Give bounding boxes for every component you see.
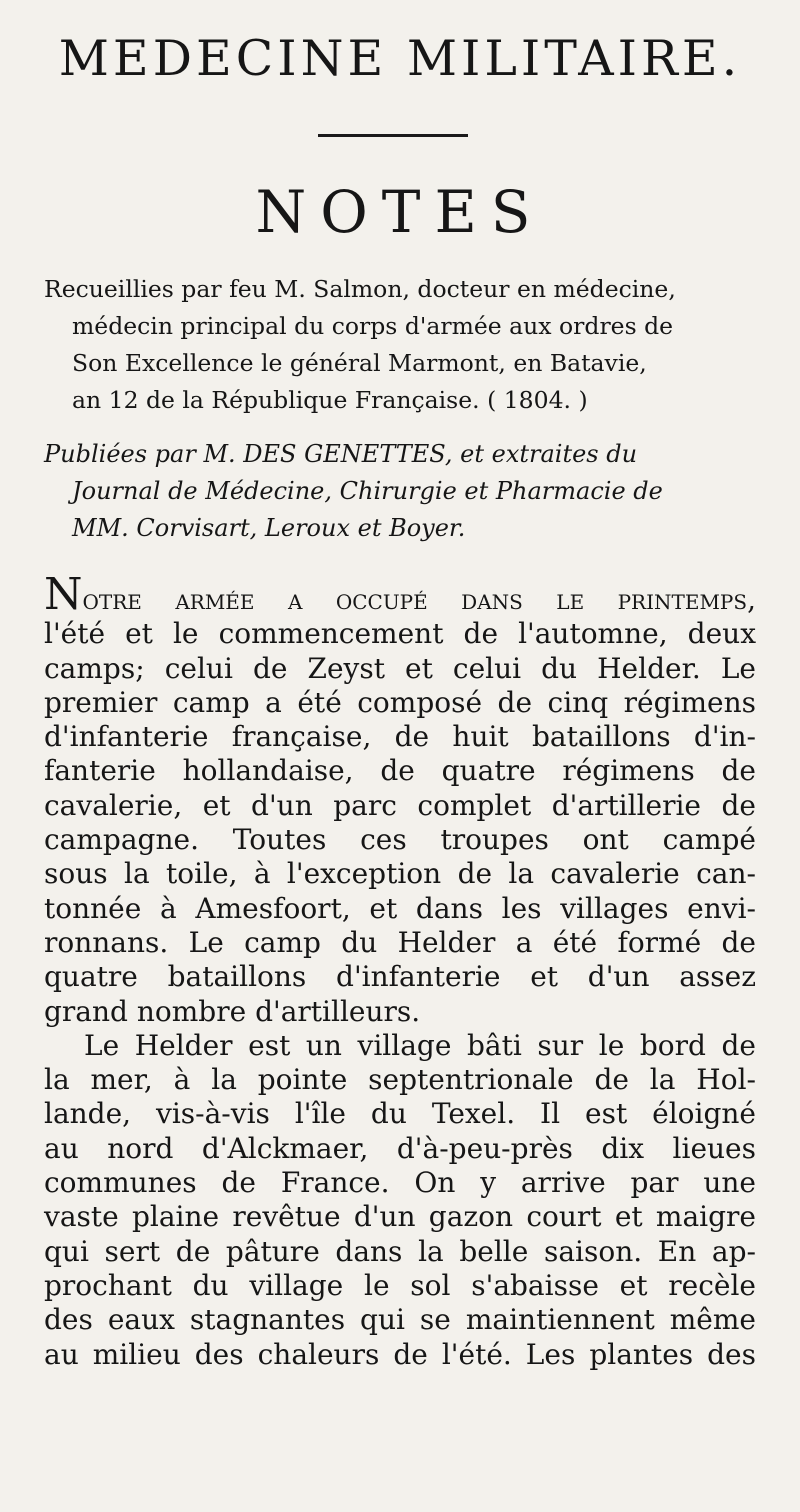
caption-line: an 12 de la République Française. ( 1804. ) xyxy=(72,386,588,414)
caption-line: Son Excellence le général Marmont, en Batavie, xyxy=(72,349,647,377)
text-line: prochant du village le sol s'abaisse et recèle xyxy=(44,1268,756,1302)
text-line: campagne. Toutes ces troupes ont campé xyxy=(44,823,756,857)
caption-line: Publiées par M. DES GENETTES, et extraites du xyxy=(44,440,638,468)
text-line: premier camp a été composé de cinq régimens xyxy=(44,685,756,719)
text-line: camps; celui de Zeyst et celui du Helder. Le xyxy=(44,651,756,685)
text-line: cavalerie, et d'un parc complet d'artillerie de xyxy=(44,788,756,822)
text-line xyxy=(44,569,756,620)
text-line: tonnée à Amesfoort, et dans les villages envi- xyxy=(44,891,756,925)
title-rule xyxy=(318,134,468,137)
drop-cap: N xyxy=(44,569,83,620)
text-line: qui sert de pâture dans la belle saison. En ap- xyxy=(44,1234,756,1268)
text-line: vaste plaine revêtue d'un gazon court et maigre xyxy=(44,1200,756,1234)
running-head: MEDECINE MILITAIRE. xyxy=(58,30,742,87)
text-line: d'infanterie française, de huit bataillons d'in- xyxy=(44,720,756,754)
text-line-content: otre armée a occupé dans le printemps, xyxy=(82,583,756,616)
text-line: sous la toile, à l'exception de la cavalerie can- xyxy=(44,857,756,891)
text-line: grand nombre d'artilleurs. xyxy=(44,994,421,1028)
text-line: des eaux stagnantes qui se maintiennent même xyxy=(44,1303,756,1337)
text-line: fanterie hollandaise, de quatre régimens de xyxy=(44,754,756,788)
text-line: l'été et le commencement de l'automne, deux xyxy=(44,617,756,651)
text-line: la mer, à la pointe septentrionale de la Hol- xyxy=(44,1063,756,1097)
caption-line: MM. Corvisart, Leroux et Boyer. xyxy=(72,514,466,542)
body-text xyxy=(44,569,756,1372)
text-line: communes de France. On y arrive par une xyxy=(44,1166,756,1200)
text-line: Le Helder est un village bâti sur le bord de xyxy=(84,1028,756,1062)
caption-line: médecin principal du corps d'armée aux ordres de xyxy=(72,312,674,340)
text-line: quatre bataillons d'infanterie et d'un assez xyxy=(44,960,756,994)
text-line: lande, vis-à-vis l'île du Texel. Il est éloigné xyxy=(44,1097,756,1131)
caption-line: Journal de Médecine, Chirurgie et Pharmacie de xyxy=(72,477,663,505)
text-line: au nord d'Alckmaer, d'à-peu-près dix lieues xyxy=(44,1131,756,1165)
caption-collected xyxy=(44,271,764,419)
caption-published xyxy=(44,436,764,547)
caption-line: Recueillies par feu M. Salmon, docteur en médecine, xyxy=(44,275,676,303)
text-line: au milieu des chaleurs de l'été. Les plantes des xyxy=(44,1337,756,1371)
text-line: ronnans. Le camp du Helder a été formé de xyxy=(44,925,756,959)
section-title: NOTES xyxy=(255,178,545,246)
